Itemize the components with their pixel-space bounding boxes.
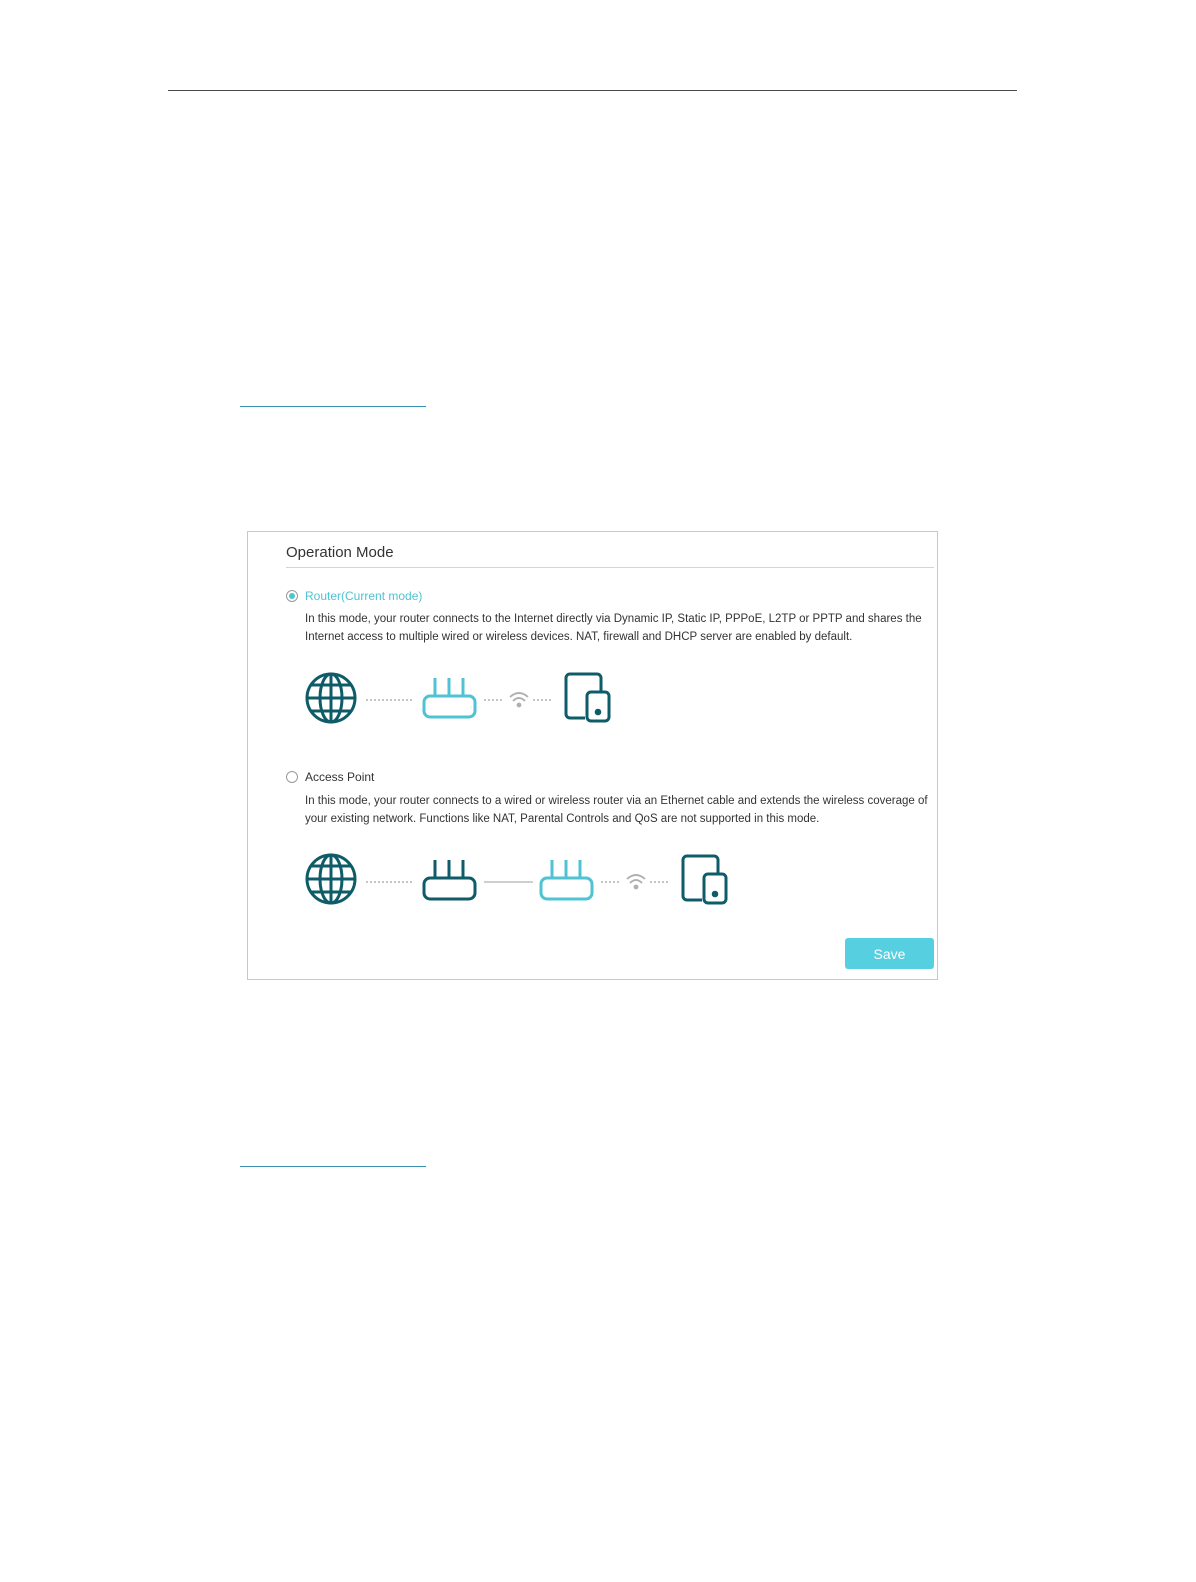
wifi-icon [627, 875, 645, 889]
globe-icon [307, 674, 355, 722]
router-mode-diagram [248, 532, 939, 981]
operation-mode-panel [247, 531, 938, 980]
link-underline [240, 406, 426, 407]
router-mode-description: In this mode, your router connects to the Internet directly via Dynamic IP, Static IP, PPPoE, L2TP or PPTP and shares the Internet access to multiple wired or wireless devices. NAT, firewall and DHCP server are enabled by default. [305, 613, 922, 643]
header-rule [168, 90, 1017, 91]
devices-icon [566, 674, 609, 721]
devices-icon [683, 856, 726, 903]
access-point-label[interactable]: Access Point [305, 770, 375, 784]
router-icon [541, 860, 592, 899]
router-icon [424, 860, 475, 899]
wifi-icon [510, 693, 528, 707]
panel-title: Operation Mode [286, 544, 394, 561]
access-point-description: In this mode, your router connects to a wired or wireless router via an Ethernet cable and extends the wireless coverage of your existing network. Functions like NAT, Parental Controls and QoS are not supported in this mode. [305, 795, 928, 825]
radio-button-access-point[interactable] [286, 771, 298, 783]
router-icon [424, 678, 475, 717]
save-button[interactable]: Save [845, 938, 934, 969]
radio-access-point-mode[interactable] [286, 770, 374, 784]
link-underline [240, 1166, 426, 1167]
globe-icon [307, 855, 355, 903]
router-mode-label[interactable]: Router(Current mode) [305, 589, 423, 603]
